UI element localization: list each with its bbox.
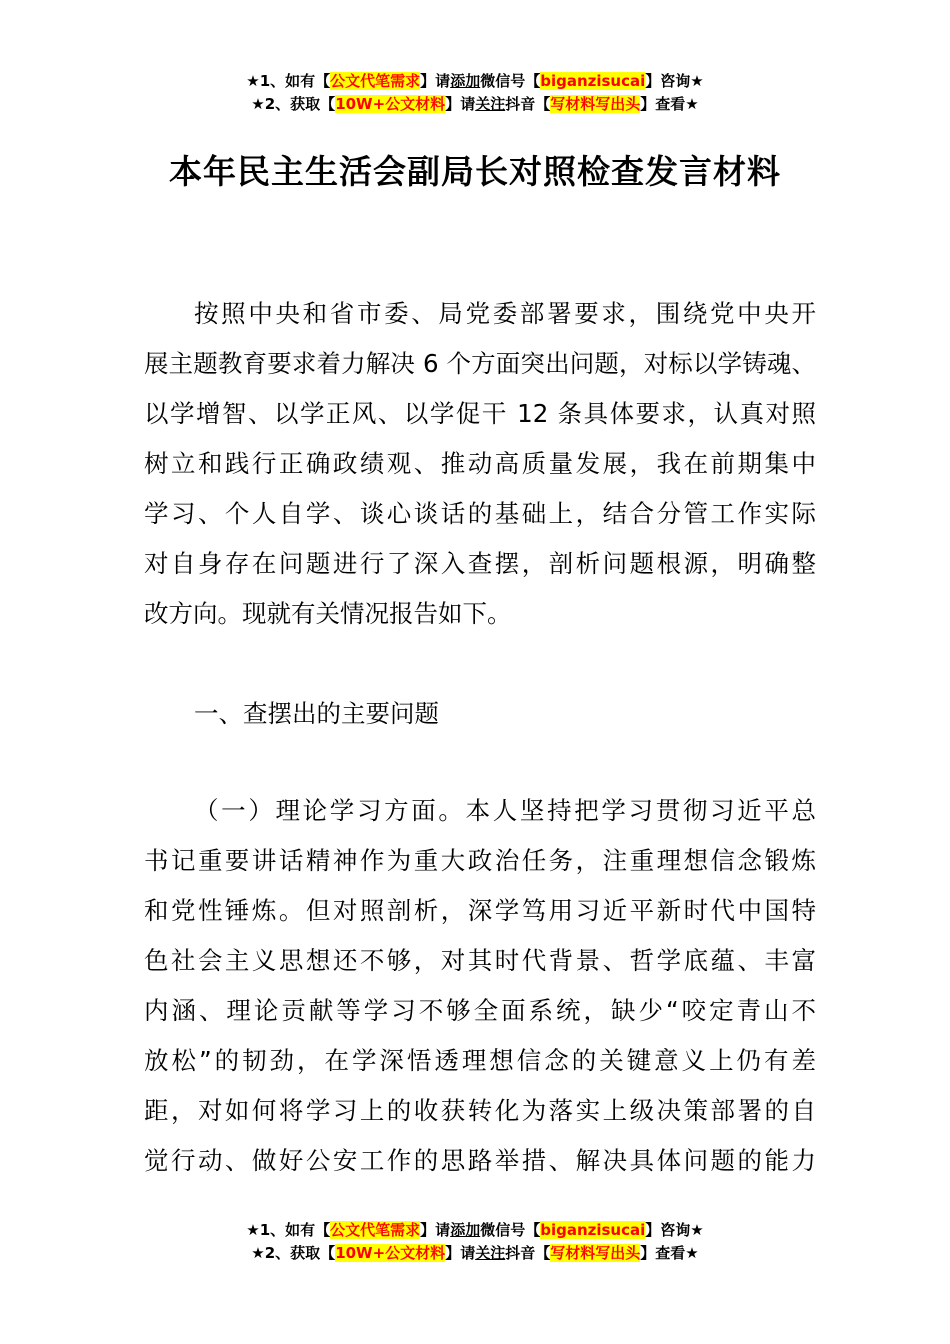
paragraph-line: 色社会主义思想还不够，对其时代背景、哲学底蕴、丰富 — [144, 946, 816, 975]
promo-line-1 — [0, 1219, 950, 1242]
promo-highlight: 写材料写出头 — [550, 95, 641, 113]
paragraph-line: 改方向。现就有关情况报告如下。 — [144, 599, 512, 628]
promo-underline: 添加 — [450, 1221, 481, 1239]
promo-text: 】查看★ — [640, 1244, 699, 1262]
paragraph-line: 学习、个人自学、谈心谈话的基础上，结合分管工作实际 — [144, 499, 816, 528]
promo-text: 】请 — [420, 72, 451, 90]
promo-underline: 关注 — [475, 1244, 506, 1262]
header-promo-banner — [0, 70, 950, 116]
promo-text: ★1、如有【 — [246, 1221, 331, 1239]
promo-text: 】查看★ — [640, 95, 699, 113]
paragraph-line: 距，对如何将学习上的收获转化为落实上级决策部署的自 — [144, 1096, 816, 1125]
paragraph-line: 内涵、理论贡献等学习不够全面系统，缺少“咬定青山不 — [144, 996, 816, 1025]
paragraph-line: 对自身存在问题进行了深入查摆，剖析问题根源，明确整 — [144, 549, 816, 578]
paragraph-line: 展主题教育要求着力解决 6 个方面突出问题，对标以学铸魂、 — [144, 349, 816, 378]
paragraph-line: 以学增智、以学正风、以学促干 12 条具体要求，认真对照 — [144, 399, 816, 428]
promo-text: 】请 — [420, 1221, 451, 1239]
document-title: 本年民主生活会副局长对照检查发言材料 — [169, 152, 781, 191]
section-heading — [144, 689, 816, 739]
promo-highlight: 写材料写出头 — [550, 1244, 641, 1262]
promo-text: 微信号【 — [480, 1221, 541, 1239]
promo-text: 】请 — [445, 95, 476, 113]
promo-underline: 关注 — [475, 95, 506, 113]
promo-highlight: biganzisucai — [540, 1221, 646, 1239]
promo-highlight: 10W+公文材料 — [335, 1244, 446, 1262]
promo-text: 抖音【 — [505, 1244, 551, 1262]
intro-paragraph — [144, 289, 816, 639]
promo-text: 】咨询★ — [645, 72, 704, 90]
paragraph-line: 书记重要讲话精神作为重大政治任务，注重理想信念锻炼 — [144, 846, 816, 875]
paragraph-line: 和党性锤炼。但对照剖析，深学笃用习近平新时代中国特 — [144, 896, 816, 925]
paragraph-line: （一）理论学习方面。本人坚持把学习贯彻习近平总 — [194, 796, 816, 825]
promo-text: 抖音【 — [505, 95, 551, 113]
promo-text: 】请 — [445, 1244, 476, 1262]
footer-promo-banner — [0, 1219, 950, 1265]
promo-line-1 — [0, 70, 950, 93]
theory-study-paragraph — [144, 786, 816, 1186]
promo-line-2 — [0, 1242, 950, 1265]
promo-highlight: 10W+公文材料 — [335, 95, 446, 113]
promo-highlight: 公文代笔需求 — [330, 1221, 421, 1239]
promo-text: 】咨询★ — [645, 1221, 704, 1239]
promo-text: ★2、获取【 — [251, 95, 336, 113]
promo-underline: 添加 — [450, 72, 481, 90]
paragraph-line: 树立和践行正确政绩观、推动高质量发展，我在前期集中 — [144, 449, 816, 478]
promo-text: ★2、获取【 — [251, 1244, 336, 1262]
promo-line-2 — [0, 93, 950, 116]
section-heading-text: 一、查摆出的主要问题 — [194, 699, 439, 728]
promo-text: ★1、如有【 — [246, 72, 331, 90]
paragraph-line: 觉行动、做好公安工作的思路举措、解决具体问题的能力 — [144, 1146, 816, 1175]
paragraph-line: 放松”的韧劲，在学深悟透理想信念的关键意义上仍有差 — [144, 1046, 816, 1075]
promo-text: 微信号【 — [480, 72, 541, 90]
paragraph-line: 按照中央和省市委、局党委部署要求，围绕党中央开 — [194, 299, 816, 328]
promo-highlight: 公文代笔需求 — [330, 72, 421, 90]
promo-highlight: biganzisucai — [540, 72, 646, 90]
